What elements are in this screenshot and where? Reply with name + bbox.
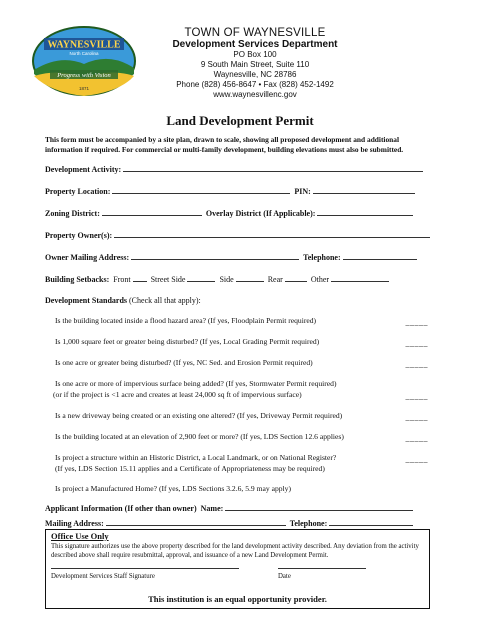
applicant-name-label: Name: [200,504,224,513]
standard-check-driveway[interactable]: _____ [405,413,428,422]
owner-telephone-field[interactable] [343,252,417,260]
standard-check-flood[interactable]: _____ [405,318,428,327]
standard-check-grading[interactable]: _____ [405,339,428,348]
applicant-mailing-label: Mailing Address: [45,519,104,528]
front-label: Front [113,275,131,284]
street-side-label: Street Side [150,275,186,284]
date-line[interactable] [278,568,366,569]
property-owner-field[interactable] [114,230,430,238]
property-location-label: Property Location: [45,187,111,196]
equal-opportunity-notice: This institution is an equal opportunity provider. [148,594,327,604]
applicant-telephone-field[interactable] [329,518,413,526]
owner-mailing-field[interactable] [131,252,299,260]
standards-heading-note: (Check all that apply): [129,296,201,305]
letterhead [150,27,360,100]
applicant-row [45,503,435,513]
office-use-description: This signature authorizes use the above property described for the land development activity described. Any deviation from the activity described above shall require resubmittal, approval, and issuance of a new Land Development Permit. [51,543,419,559]
standard-item-driveway: Is a new driveway being created or an existing one altered? (If yes, Driveway Permit required) [55,411,343,420]
intro-text: This form must be accompanied by a site plan, drawn to scale, showing all proposed development and additional information if required. For commercial or multi-family development, building elevations must also be submitted. [45,135,404,154]
standard-item-stormwater: Is one acre or more of impervious surface being added? (If yes, Stormwater Permit required) [55,379,337,388]
signature-label: Development Services Staff Signature [51,573,155,580]
other-label: Other [310,275,330,284]
standard-item-elevation: Is the building located at an elevation of 2,900 feet or more? (If yes, LDS Section 12.6 applies) [55,432,344,441]
date-label: Date [278,573,291,580]
standard-item-historic: Is project a structure within an Historic District, a Local Landmark, or on National Register? [55,453,337,462]
street-side-field[interactable] [187,274,215,282]
rear-label: Rear [267,275,283,284]
standard-item-flood: Is the building located inside a flood hazard area? (If yes, Floodplain Permit required) [55,316,317,325]
zoning-district-field[interactable] [102,208,202,216]
address-line: 9 South Main Street, Suite 110 [200,60,310,69]
department-name: Development Services Department [172,39,338,50]
standard-item-manufactured: Is project a Manufactured Home? (If yes, LDS Sections 3.2.6, 5.9 may apply) [55,484,291,493]
pin-field[interactable] [313,186,415,194]
standard-check-historic[interactable]: _____ [405,455,428,464]
rear-field[interactable] [285,274,307,282]
signature-line[interactable] [51,568,239,569]
address-line: PO Box 100 [233,50,277,59]
applicant-telephone-label: Telephone: [289,519,328,528]
logo-year: 1871 [78,86,90,91]
logo-motto: Progress with Vision [57,72,111,79]
other-field[interactable] [331,274,389,282]
development-activity-row [45,164,435,174]
zoning-district-label: Zoning District: [45,209,100,218]
property-owner-row [45,230,435,240]
owner-telephone-label: Telephone: [303,253,341,262]
logo-name: WAYNESVILLE [47,39,121,51]
logo-sub: North Carolina [69,51,99,56]
town-seal-logo [30,24,138,98]
standard-item-historic-note: (If yes, LDS Section 15.11 applies and a Certificate of Appropriateness may be required) [55,464,325,473]
standard-item-stormwater-note: (or if the project is <1 acre and creates at least 24,000 sq ft of impervious surface) [53,390,302,399]
applicant-mailing-row [45,518,435,528]
development-activity-label: Development Activity: [45,165,122,174]
owner-mailing-row [45,252,435,262]
side-field[interactable] [236,274,264,282]
applicant-label: Applicant Information (If other than owner) [45,504,197,513]
standard-check-elevation[interactable]: _____ [405,434,428,443]
property-owner-label: Property Owner(s): [45,231,113,240]
front-field[interactable] [133,274,147,282]
standard-item-grading: Is 1,000 square feet or greater being disturbed? (If yes, Local Grading Permit required) [55,337,320,346]
office-use-title: Office Use Only [51,531,109,541]
property-location-row [45,186,435,196]
setbacks-row [45,274,435,284]
overlay-district-field[interactable] [317,208,413,216]
pin-label: PIN: [294,187,311,196]
page-title: Land Development Permit [166,113,314,128]
standards-heading [45,296,435,305]
office-use-box [45,529,430,609]
address-line: Waynesville, NC 28786 [213,70,297,79]
setbacks-label: Building Setbacks: [45,275,110,284]
standards-heading-label: Development Standards [45,296,128,305]
owner-mailing-label: Owner Mailing Address: [45,253,130,262]
development-activity-field[interactable] [123,164,423,172]
standard-item-erosion: Is one acre or greater being disturbed? (If yes, NC Sed. and Erosion Permit required) [55,358,313,367]
property-location-field[interactable] [112,186,290,194]
standard-check-erosion[interactable]: _____ [405,360,428,369]
website-line: www.waynesvillenc.gov [213,90,297,99]
zoning-row [45,208,435,218]
applicant-mailing-field[interactable] [106,518,286,526]
side-label: Side [219,275,234,284]
phone-line: Phone (828) 456-8647 • Fax (828) 452-1492 [176,80,334,89]
overlay-district-label: Overlay District (If Applicable): [205,209,316,218]
standard-check-stormwater[interactable]: _____ [405,392,428,401]
applicant-name-field[interactable] [225,503,413,511]
org-name: TOWN OF WAYNESVILLE [184,27,326,39]
